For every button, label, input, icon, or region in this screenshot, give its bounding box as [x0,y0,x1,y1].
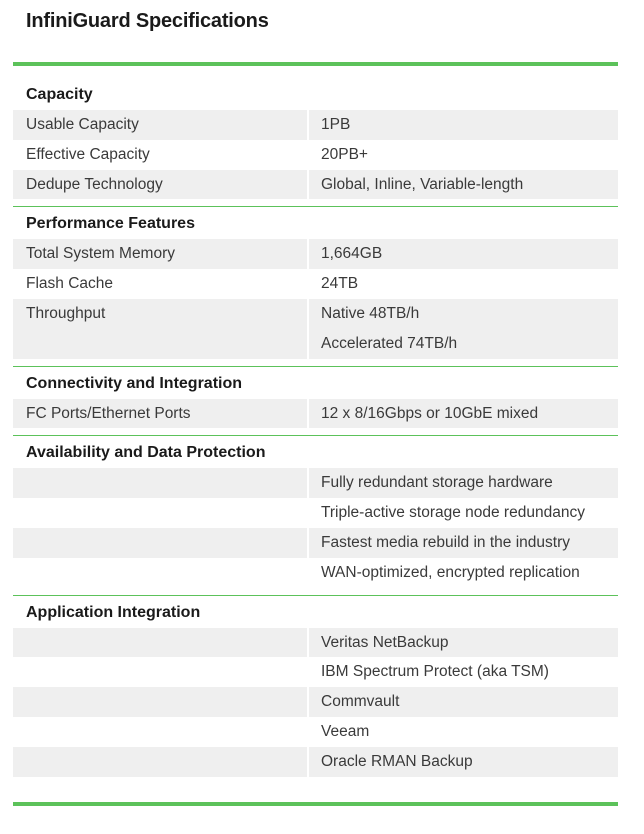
spec-value: Commvault [309,687,618,717]
spec-label [13,558,307,588]
spec-value: Accelerated 74TB/h [309,329,618,359]
spec-label: FC Ports/Ethernet Ports [13,399,307,429]
section-heading: Connectivity and Integration [26,374,243,392]
spec-row [13,239,618,269]
spec-value: Global, Inline, Variable-length [309,170,618,200]
spec-value: Fully redundant storage hardware [309,468,618,498]
spec-label: Throughput [13,299,307,329]
spec-value: 12 x 8/16Gbps or 10GbE mixed [309,399,618,429]
spec-label [13,747,307,777]
spec-row [13,498,618,528]
spec-label: Usable Capacity [13,110,307,140]
spec-label [13,657,307,687]
spec-label [13,329,307,359]
spec-row [13,170,618,200]
spec-row [13,687,618,717]
spec-label [13,498,307,528]
section-capacity [13,80,618,199]
spec-row [13,528,618,558]
spec-label [13,468,307,498]
spec-label [13,717,307,747]
spec-row [13,299,618,329]
spec-row [13,329,618,359]
spec-label: Flash Cache [26,275,114,293]
spec-row [13,399,618,429]
spec-value: 24TB [321,275,359,293]
section-application [13,598,618,777]
page-title: InfiniGuard Specifications [26,10,269,32]
spec-value: 1PB [309,110,618,140]
spec-row [13,468,618,498]
spec-row [13,558,618,588]
spec-value: Veeam [321,722,370,740]
section-heading: Performance Features [26,215,195,233]
spec-label [13,528,307,558]
spec-value: Fastest media rebuild in the industry [309,528,618,558]
section-divider [13,595,618,596]
spec-row [13,110,618,140]
section-connectivity [13,369,618,429]
section-availability [13,438,618,587]
spec-label: Dedupe Technology [13,170,307,200]
spec-row [13,140,618,170]
spec-row [13,747,618,777]
section-divider [13,435,618,436]
spec-label: Total System Memory [13,239,307,269]
spec-sections [13,80,618,777]
spec-label: Effective Capacity [26,145,150,163]
spec-row [13,717,618,747]
spec-row [13,628,618,658]
spec-value: IBM Spectrum Protect (aka TSM) [321,663,549,681]
section-performance [13,209,618,358]
spec-label [13,628,307,658]
bottom-rule [13,802,618,806]
spec-value: Veritas NetBackup [309,628,618,658]
top-rule [13,62,618,66]
spec-value: 1,664GB [309,239,618,269]
section-divider [13,366,618,367]
section-divider [13,206,618,207]
spec-value: Triple-active storage node redundancy [321,504,585,522]
section-heading: Application Integration [26,603,201,621]
spec-value: WAN-optimized, encrypted replication [321,563,580,581]
spec-value: Oracle RMAN Backup [309,747,618,777]
section-heading: Capacity [26,86,93,103]
spec-row [13,269,618,299]
section-heading: Availability and Data Protection [26,444,266,462]
spec-label [13,687,307,717]
spec-row [13,657,618,687]
spec-value: Native 48TB/h [309,299,618,329]
spec-value: 20PB+ [321,145,368,163]
